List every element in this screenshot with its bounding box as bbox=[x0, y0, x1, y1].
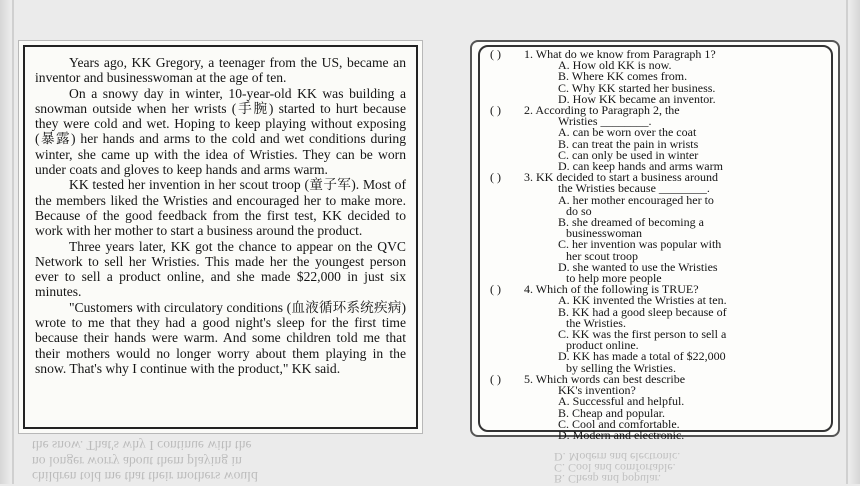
option-a: A. can be worn over the coat bbox=[558, 125, 697, 140]
option-b: B. can treat the pain in wrists bbox=[558, 136, 699, 151]
question-stem-cont: Wristies ________. bbox=[558, 114, 652, 129]
option-d: D. she wanted to use the Wristies bbox=[558, 259, 718, 274]
paragraph-1: Years ago, KK Gregory, a teenager from the US, became an inventor and businesswoman at the age of ten. bbox=[35, 55, 406, 86]
option-a-cont: do so bbox=[566, 203, 592, 218]
option-a: A. KK invented the Wristies at ten. bbox=[558, 293, 727, 308]
paragraph-4: Three years later, KK got the chance to appear on the QVC Network to sell her Wristies. This made her the youngest person ever to sell a product online, and she made $22,000 in just six minutes. bbox=[35, 238, 406, 300]
option-a: A. Successful and helpful. bbox=[558, 394, 685, 409]
question-stem: 1. What do we know from Paragraph 1? bbox=[524, 47, 716, 61]
option-a: A. her mother encouraged her to bbox=[558, 192, 714, 207]
option-b: B. Cheap and popular. bbox=[558, 405, 665, 420]
answer-blank: ( ) bbox=[490, 47, 501, 61]
right-border-stripe bbox=[850, 0, 860, 484]
option-c-cont: product online. bbox=[566, 338, 639, 353]
question-5 bbox=[490, 371, 821, 442]
reflection-line: C. Cool and comfortable. bbox=[554, 460, 676, 475]
questions-frame bbox=[478, 45, 833, 442]
option-c: C. her invention was popular with bbox=[558, 237, 722, 252]
questions-reflection bbox=[470, 439, 840, 484]
reflection-line: no longer worry about them playing in bbox=[32, 453, 242, 469]
option-d: D. Modern and electronic. bbox=[558, 427, 685, 442]
question-stem-cont: KK's invention? bbox=[558, 383, 636, 398]
question-stem: 4. Which of the following is TRUE? bbox=[524, 282, 699, 297]
question-3 bbox=[490, 172, 821, 284]
option-b: B. Where KK comes from. bbox=[558, 69, 688, 84]
option-d: D. How KK became an inventor. bbox=[558, 91, 716, 106]
option-b: B. she dreamed of becoming a bbox=[558, 215, 704, 230]
reflection-line: the snow. That's why I continue with the bbox=[32, 438, 252, 454]
reflection-line: D. Modern and electronic. bbox=[554, 449, 681, 464]
option-c: C. Why KK started her business. bbox=[558, 80, 716, 95]
option-d: D. can keep hands and arms warm bbox=[558, 159, 723, 174]
answer-blank: ( ) bbox=[490, 371, 501, 386]
reflection-line: children told me that their mothers would bbox=[32, 469, 258, 484]
question-stem: 2. According to Paragraph 2, the bbox=[524, 103, 680, 118]
option-d-cont: to help more people bbox=[566, 271, 662, 286]
left-border-stripe bbox=[0, 0, 10, 484]
passage-reflection bbox=[18, 436, 423, 484]
option-b-cont: the Wristies. bbox=[566, 315, 626, 330]
reflection-line: B. Cheap and popular. bbox=[554, 472, 661, 486]
left-border-line bbox=[12, 0, 14, 484]
question-stem-cont: the Wristies because ________. bbox=[558, 181, 710, 196]
paragraph-2: On a snowy day in winter, 10-year-old KK was building a snowman outside when her wrists (手腕) started to hurt because they were cold and wet. Hoping to keep playing without exposing (暴露) her hands and arms to the cold and wet conditions during winter, she came up with the idea of Wristies. They can be worn under coats and gloves to keep hands and arms warm. bbox=[35, 85, 406, 178]
option-c: C. KK was the first person to sell a bbox=[558, 327, 727, 342]
option-b: B. KK had a good sleep because of bbox=[558, 304, 727, 319]
option-b-cont: businesswoman bbox=[566, 226, 642, 241]
option-d: D. KK has made a total of $22,000 bbox=[558, 349, 726, 364]
option-d-cont: by selling the Wristies. bbox=[566, 360, 676, 375]
passage-frame bbox=[23, 45, 418, 429]
answer-blank: ( ) bbox=[490, 170, 501, 185]
paragraph-5: "Customers with circulatory conditions (血液循环系统疾病) wrote to me that they had a good night's sleep for the first time because their hands were warm. And some children told me that their mothers would no longer worry about them playing in the snow. That's why I continue with the product," KK said. bbox=[35, 299, 406, 376]
question-4 bbox=[490, 284, 821, 374]
right-border-line bbox=[846, 0, 848, 484]
question-2 bbox=[490, 105, 821, 172]
question-stem: 5. Which words can best describe bbox=[524, 371, 686, 386]
option-c: C. Cool and comfortable. bbox=[558, 416, 680, 431]
questions-scan bbox=[470, 40, 840, 442]
reading-passage bbox=[35, 55, 406, 376]
option-c: C. can only be used in winter bbox=[558, 147, 699, 162]
answer-blank: ( ) bbox=[490, 282, 501, 297]
passage-scan bbox=[18, 40, 423, 434]
option-c-cont: her scout troop bbox=[566, 248, 638, 263]
question-stem: 3. KK decided to start a business around bbox=[524, 170, 718, 185]
paragraph-3: KK tested her invention in her scout troop (童子军). Most of the members liked the Wristies and encouraged her to make more. Because of the good feedback from the first test, KK decided to work with her mother to start a business around the product. bbox=[35, 177, 406, 239]
question-1 bbox=[490, 49, 821, 105]
answer-blank: ( ) bbox=[490, 103, 501, 118]
option-a: A. How old KK is now. bbox=[558, 58, 672, 73]
